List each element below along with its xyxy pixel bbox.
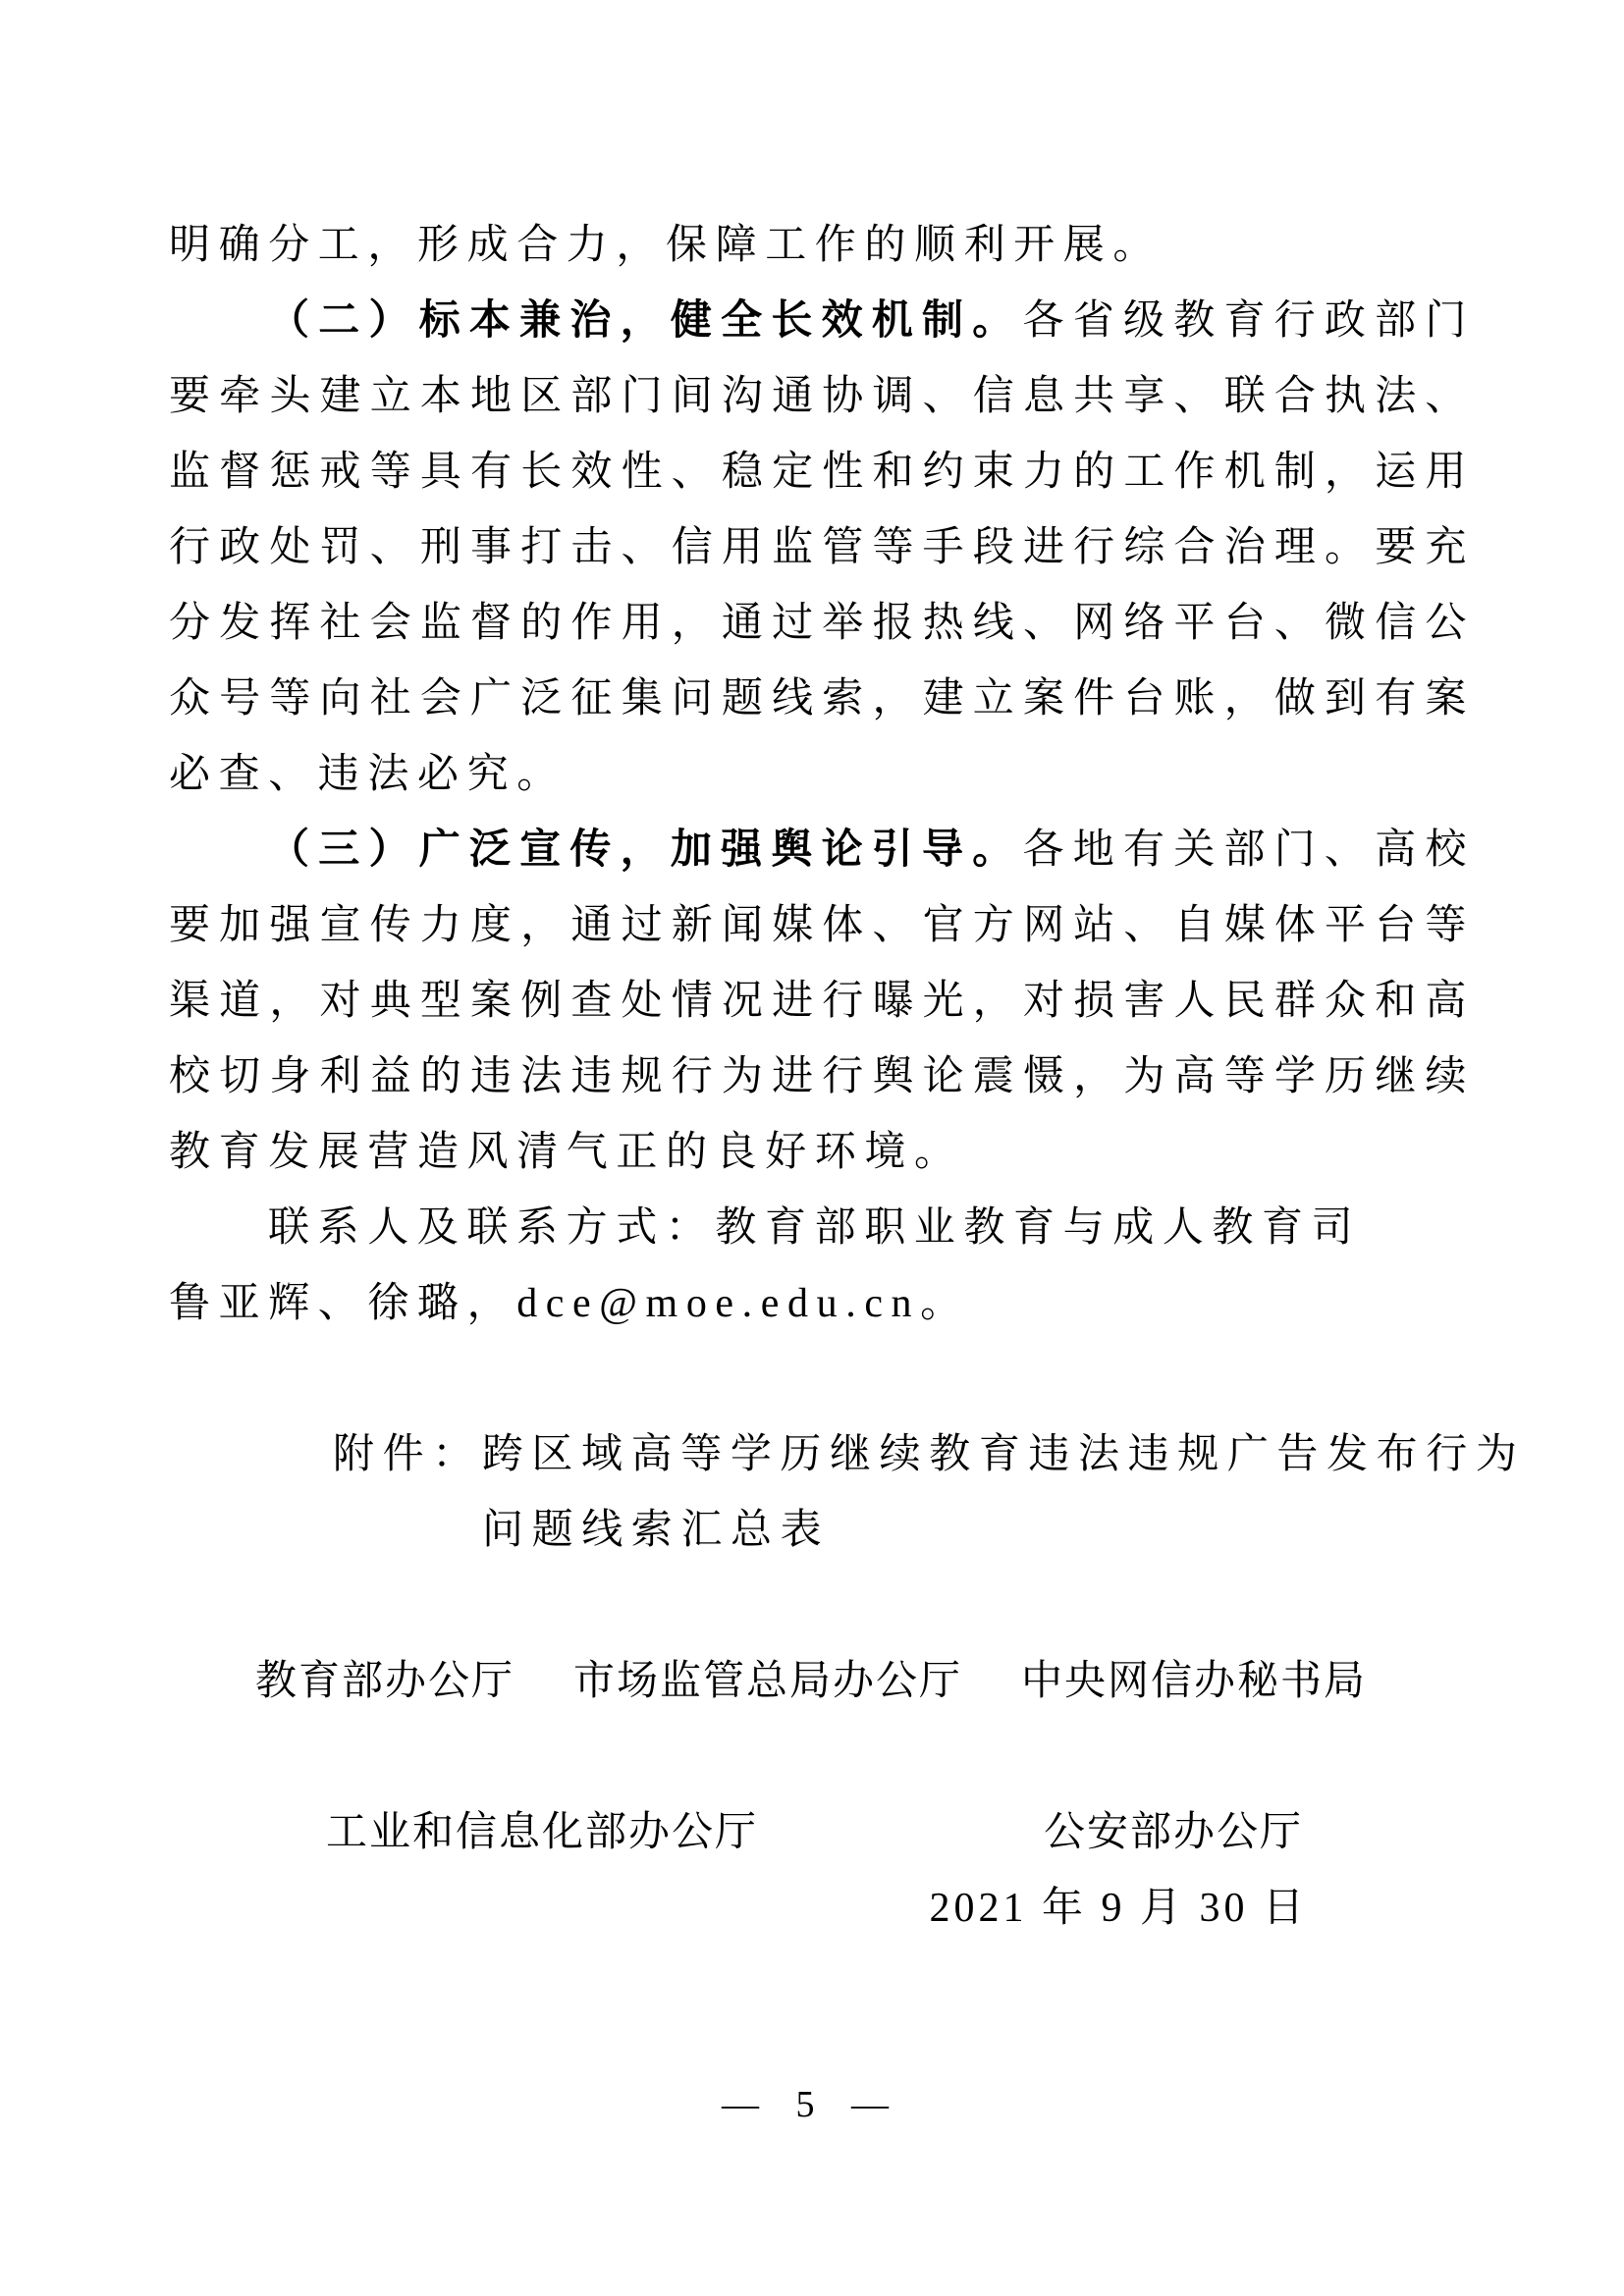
signature-row-2 [169,1795,1475,1871]
section-2-heading: （二）标本兼治，健全长效机制。 [268,298,1023,344]
contact-line-1-text: 联系人及联系方式：教育部职业教育与成人教育司 [268,1205,1362,1251]
signer-miit-office: 工业和信息化部办公厅 [326,1810,759,1855]
paragraph-section-3 [169,813,1475,1191]
signer-cac-secretariat: 中央网信办秘书局 [1020,1659,1367,1704]
section-2-body-text: 各省级教育行政部门要牵头建立本地区部门间沟通协调、信息共享、联合执法、监督惩戒等具有长效性、稳定性和约束力的工作机制，运用行政处罚、刑事打击、信用监管等手段进行综合治理。要充分发挥社会监督的作用，通过举报热线、网络平台、微信公众号等向社会广泛征集问题线索，建立案件台账，做到有案必查、违法必究。 [169,298,1475,797]
contact-line-2 [169,1266,1475,1342]
attachment-line-2 [482,1493,1475,1569]
paragraph-continuation-text: 明确分工，形成合力，保障工作的顺利开展。 [169,223,1164,268]
attachment-title-line-1: 跨区域高等学历继续教育违法违规广告发布行为 [481,1432,1526,1477]
signer-samr-office: 市场监管总局办公厅 [572,1659,962,1704]
attachment-title-line-2: 问题线索汇总表 [482,1508,831,1553]
document-date-text: 2021 年 9 月 30 日 [929,1886,1308,1931]
paragraph-continuation [169,208,1475,284]
page-number-text: — 5 — [722,2084,902,2125]
document-date [169,1871,1475,1947]
attachment-block [333,1417,1526,1569]
paragraph-section-2 [169,284,1475,813]
page-number [0,2083,1624,2126]
document-body [169,208,1526,1947]
section-3-body-text: 各地有关部门、高校要加强宣传力度，通过新闻媒体、官方网站、自媒体平台等渠道，对典型案例查处情况进行曝光，对损害人民群众和高校切身利益的违法违规行为进行舆论震慑，为高等学历继续教育发展营造风清气正的良好环境。 [169,828,1475,1175]
contact-line-1 [169,1191,1475,1266]
attachment-label: 附件： [333,1432,482,1477]
attachment-line-1 [333,1417,1526,1493]
contact-line-2-text: 鲁亚辉、徐璐，dce@moe.edu.cn。 [169,1281,970,1326]
signer-moe-office: 教育部办公厅 [255,1659,515,1704]
signature-row-1 [169,1644,1475,1720]
section-3-heading: （三）广泛宣传，加强舆论引导。 [268,828,1023,873]
signer-mps-office: 公安部办公厅 [1043,1810,1303,1855]
